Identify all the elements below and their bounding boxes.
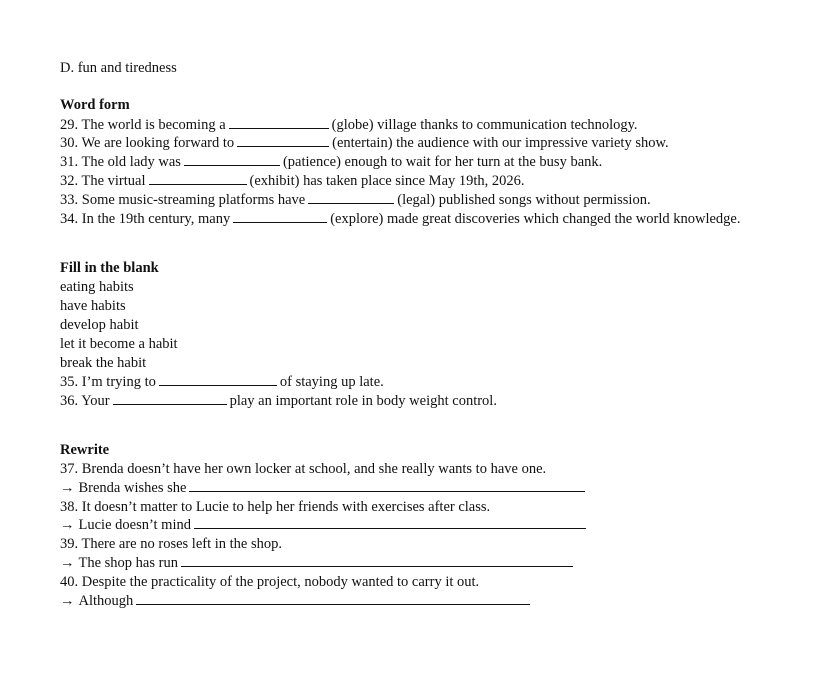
answer-blank-35[interactable] — [159, 373, 277, 386]
question-31-pre: 31. The old lady was — [60, 154, 181, 170]
question-37: 37. Brenda doesn’t have her own locker at school, and she really wants to have one. — [60, 461, 547, 477]
answer-blank-31[interactable] — [184, 153, 280, 166]
answer-blank-30[interactable] — [237, 134, 329, 147]
question-29-pre: 29. The world is becoming a — [60, 117, 226, 133]
question-38: 38. It doesn’t matter to Lucie to help her friends with exercises after class. — [60, 499, 491, 515]
question-34-post: (explore) made great discoveries which changed the world knowledge. — [330, 211, 741, 227]
answer-blank-34[interactable] — [233, 210, 327, 223]
answer-blank-33[interactable] — [308, 191, 394, 204]
question-32-post: (exhibit) has taken place since May 19th, 2026. — [249, 173, 525, 189]
question-34-pre: 34. In the 19th century, many — [60, 211, 231, 227]
question-33-pre: 33. Some music-streaming platforms have — [60, 192, 306, 208]
rewrite-start-38: Lucie doesn’t mind — [78, 517, 191, 533]
option-item: let it become a habit — [60, 336, 178, 352]
option-item: break the habit — [60, 355, 147, 371]
arrow-icon: → — [60, 480, 75, 496]
rewrite-answer-37 — [60, 479, 588, 497]
question-29 — [60, 116, 638, 134]
question-39: 39. There are no roses left in the shop. — [60, 536, 283, 552]
question-31-post: (patience) enough to wait for her turn at the busy bank. — [282, 154, 603, 170]
question-31 — [60, 153, 602, 171]
rewrite-answer-38 — [60, 516, 589, 534]
question-32-pre: 32. The virtual — [60, 173, 146, 189]
option-item: have habits — [60, 298, 126, 314]
question-40: 40. Despite the practicality of the project, nobody wanted to carry it out. — [60, 574, 480, 590]
rewrite-title: Rewrite — [60, 442, 110, 458]
answer-blank-37[interactable] — [189, 479, 585, 492]
question-33-post: (legal) published songs without permission. — [397, 192, 651, 208]
question-35-post: of staying up late. — [279, 374, 384, 390]
rewrite-start-37: Brenda wishes she — [78, 480, 187, 496]
question-29-post: (globe) village thanks to communication technology. — [331, 117, 638, 133]
option-item: eating habits — [60, 279, 134, 295]
answer-blank-40[interactable] — [136, 592, 530, 605]
question-35 — [60, 373, 384, 391]
question-34 — [60, 210, 740, 228]
fill-blank-title: Fill in the blank — [60, 260, 159, 276]
question-36-post: play an important role in body weight control. — [229, 393, 497, 409]
question-36 — [60, 392, 497, 410]
question-30-pre: 30. We are looking forward to — [60, 135, 235, 151]
question-30-post: (entertain) the audience with our impressive variety show. — [332, 135, 669, 151]
rewrite-answer-39 — [60, 554, 576, 572]
arrow-icon: → — [60, 517, 75, 533]
question-30 — [60, 134, 669, 152]
question-32 — [60, 172, 525, 190]
answer-blank-39[interactable] — [181, 554, 573, 567]
arrow-icon: → — [60, 555, 75, 571]
option-d: D. fun and tiredness — [60, 60, 177, 76]
word-form-title: Word form — [60, 97, 130, 113]
arrow-icon: → — [60, 593, 75, 609]
question-36-pre: 36. Your — [60, 393, 110, 409]
question-33 — [60, 191, 651, 209]
answer-blank-29[interactable] — [229, 116, 329, 129]
option-item: develop habit — [60, 317, 139, 333]
answer-blank-38[interactable] — [194, 516, 586, 529]
rewrite-start-39: The shop has run — [78, 555, 178, 571]
answer-blank-32[interactable] — [149, 172, 247, 185]
answer-blank-36[interactable] — [113, 392, 227, 405]
rewrite-answer-40 — [60, 592, 533, 610]
rewrite-start-40: Although — [78, 593, 134, 609]
question-35-pre: 35. I’m trying to — [60, 374, 156, 390]
